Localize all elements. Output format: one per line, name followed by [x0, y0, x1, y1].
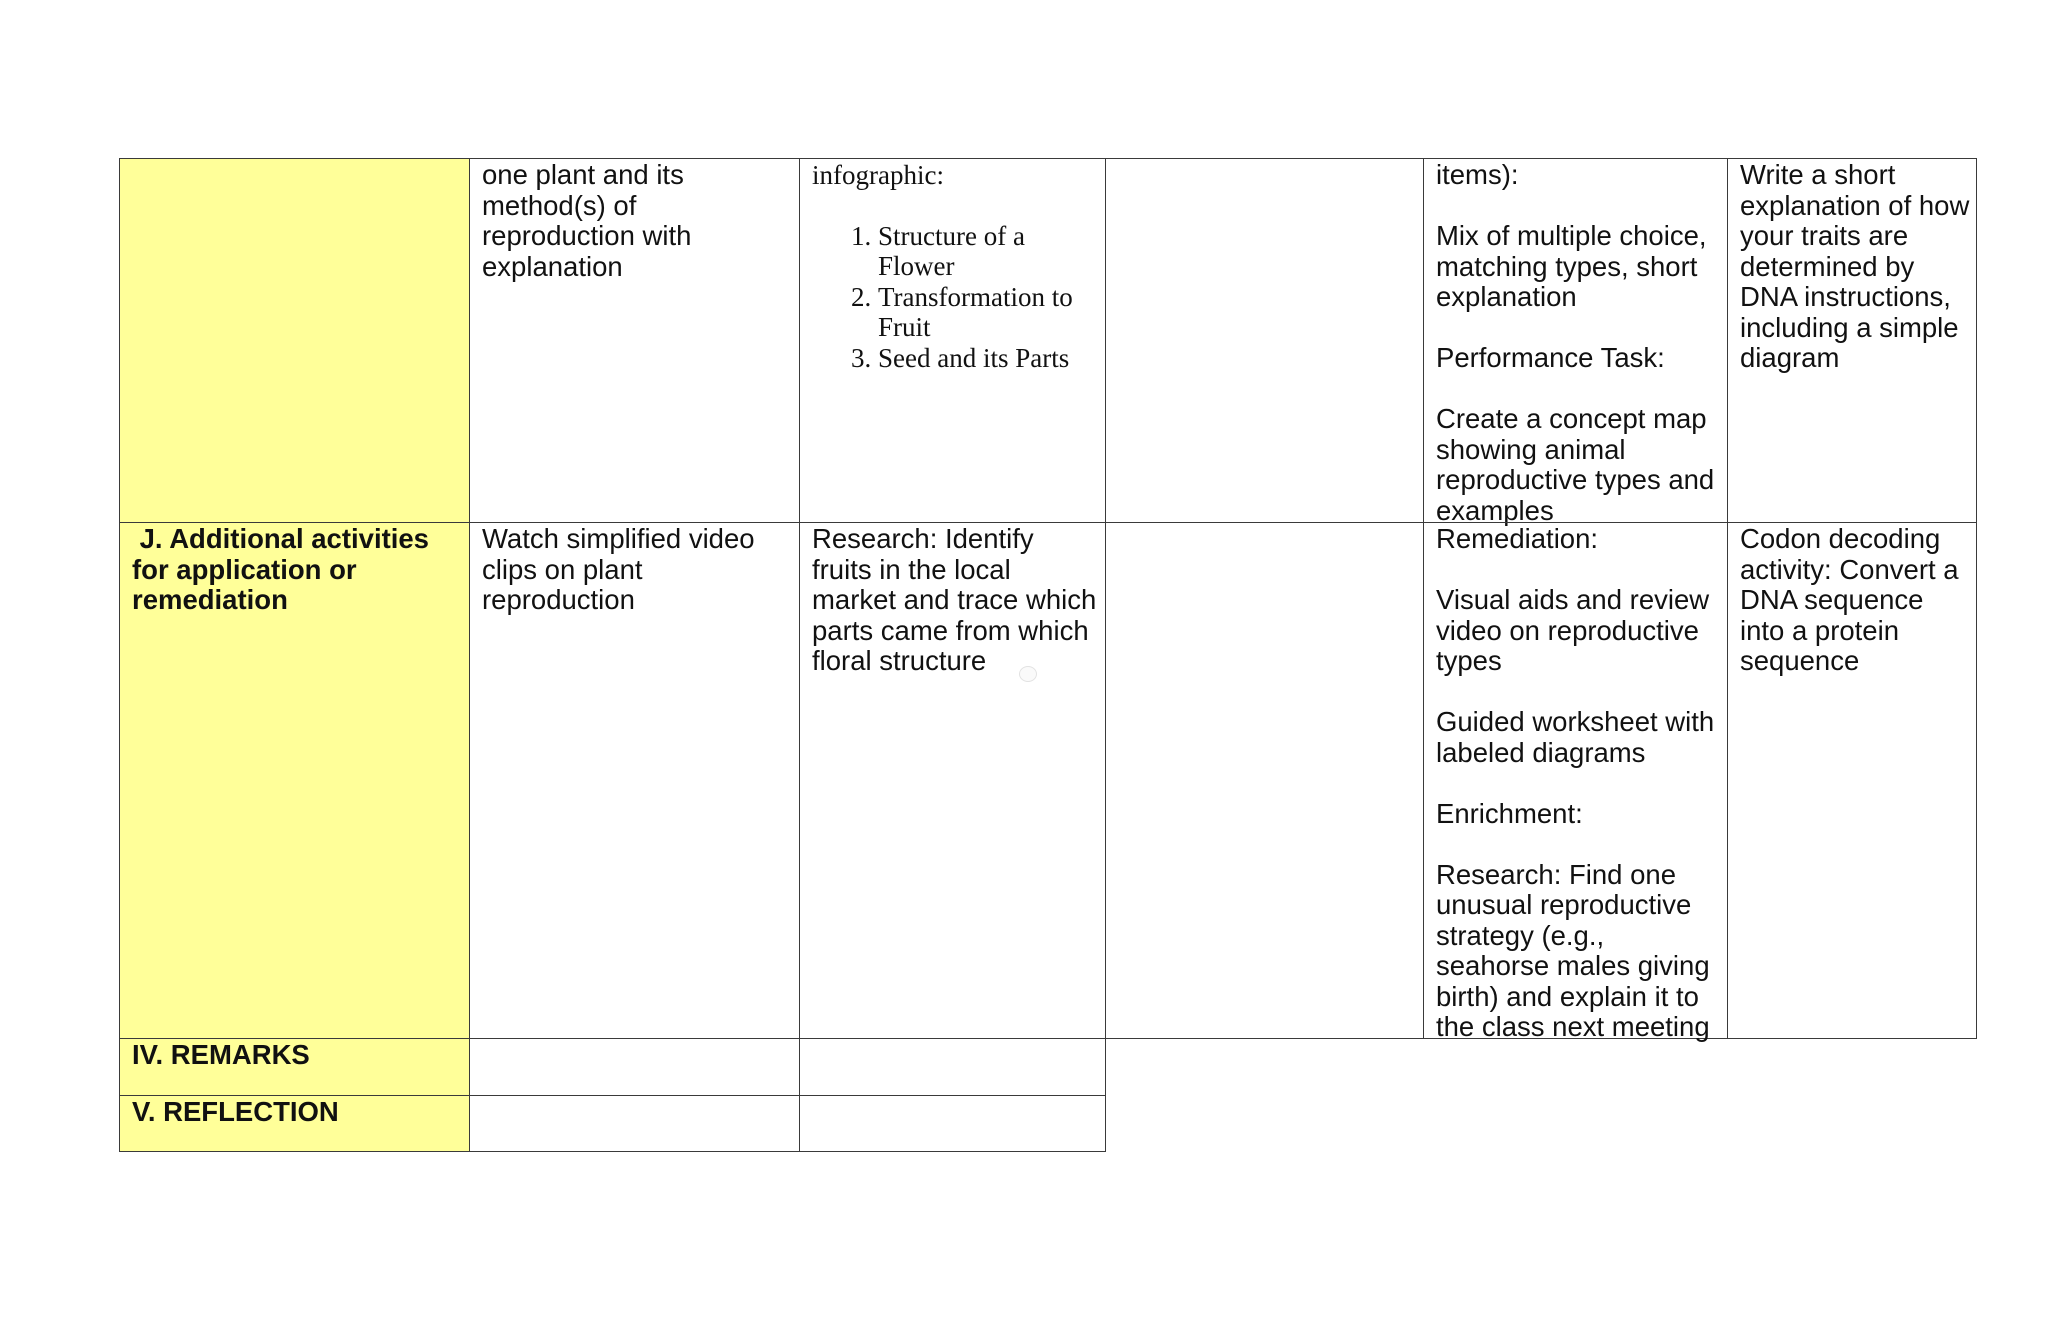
reflection-label-cell [119, 1095, 470, 1152]
remediation-worksheet: Guided worksheet with labeled diagrams [1436, 706, 1715, 768]
remarks-label: IV. REMARKS [132, 1039, 310, 1070]
row2-col2-text: Research: Identify fruits in the local market and trace which parts came from which floral structure [812, 523, 1097, 676]
infographic-intro: infographic: [812, 160, 944, 190]
assessment-types: Mix of multiple choice, matching types, short explanation [1436, 220, 1707, 312]
remediation-visual-aids: Visual aids and review video on reproductive types [1436, 584, 1710, 676]
row1-col1-cell [469, 158, 800, 523]
row1-col5-text: Write a short explanation of how your traits are determined by DNA instructions, including a simple diagram [1740, 159, 1970, 373]
performance-task-text: Create a concept map showing animal reproductive types and examples [1436, 403, 1715, 526]
row2-label-cell [119, 522, 470, 1039]
row2-col5-cell [1727, 522, 1977, 1039]
reflection-col2-cell[interactable] [799, 1095, 1106, 1152]
row2-col1-cell [469, 522, 800, 1039]
row1-col2-cell [799, 158, 1106, 523]
remarks-label-cell [119, 1038, 470, 1096]
remarks-col2-cell[interactable] [799, 1038, 1106, 1096]
row1-col4-cell [1423, 158, 1728, 526]
row2-col5-text: Codon decoding activity: Convert a DNA sequence into a protein sequence [1740, 523, 1959, 676]
enrichment-heading: Enrichment: [1436, 797, 1583, 829]
row2-col1-text: Watch simplified video clips on plant reproduction [482, 523, 755, 615]
row2-col4-cell [1423, 522, 1728, 1042]
row1-col3-cell [1105, 158, 1424, 523]
additional-activities-label: J. Additional activities for application or remediation [132, 523, 437, 615]
reflection-col1-cell[interactable] [469, 1095, 800, 1152]
row1-col1-text: one plant and its method(s) of reproduction with explanation [482, 159, 692, 282]
reflection-label: V. REFLECTION [132, 1096, 339, 1127]
row1-label-cell [119, 158, 470, 523]
infographic-list [800, 221, 1099, 374]
row1-col5-cell [1727, 158, 1977, 523]
list-item: 1. Structure of a Flower [878, 221, 1099, 282]
remediation-heading: Remediation: [1436, 523, 1599, 554]
performance-task-heading: Performance Task: [1436, 342, 1665, 373]
list-item: 3. Seed and its Parts [878, 343, 1099, 374]
enrichment-research: Research: Find one unusual reproductive strategy (e.g., seahorse males giving birth) and explain it to the class next meeting [1436, 858, 1710, 1042]
row2-col2-cell [799, 522, 1106, 1039]
list-item: 2. Transformation to Fruit [878, 282, 1099, 343]
faint-mark [1019, 666, 1037, 682]
remarks-col1-cell[interactable] [469, 1038, 800, 1096]
row2-col3-cell [1105, 522, 1424, 1039]
assessment-items: items): [1436, 159, 1519, 190]
